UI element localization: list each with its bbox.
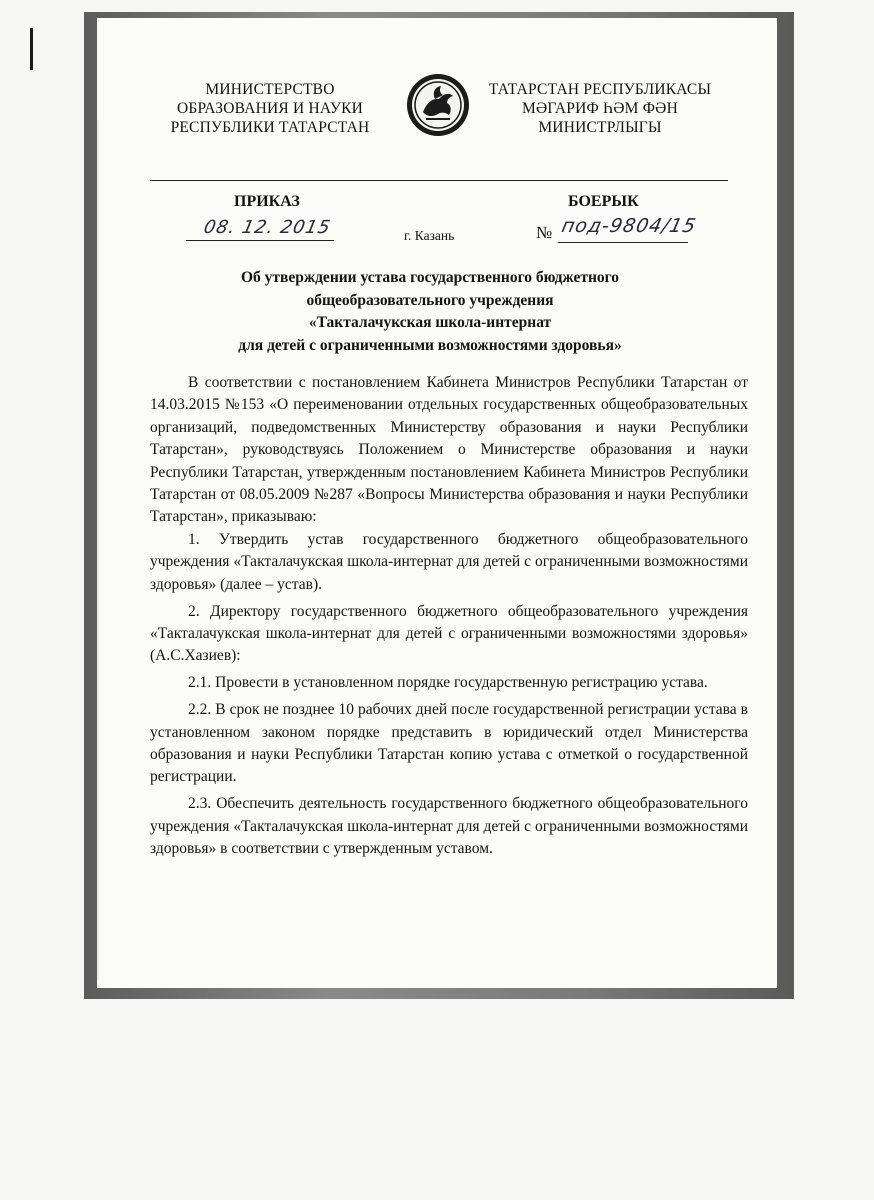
ministry-tt-line-3: МИНИСТРЛЫГЫ	[538, 119, 662, 136]
order-number: под-9804/15	[559, 215, 699, 237]
title-line-3: «Такталачукская школа-интернат	[308, 314, 552, 331]
scan-edge-mark	[30, 28, 33, 70]
ministry-ru-line-1: МИНИСТЕРСТВО	[205, 81, 335, 98]
page-fold	[97, 120, 99, 980]
tatarstan-emblem-icon	[405, 72, 471, 138]
ministry-tt-line-2: МӘГАРИФ ҺӘМ ФӘН	[522, 100, 678, 117]
preamble-paragraph: В соответствии с постановлением Кабинета Министров Республики Татарстан от 14.03.2015 №153 «О переименовании отдельных государственных общеобразовательных организаций, подведомственных Министерству образования и науки Республики Татарстан», руководствуясь Положением о Министерстве образования и науки Республики Татарстан, утвержденным постановлением Кабинета Министров Республики Татарстан от 08.05.2009 №287 «Вопросы Министерства образования и науки Республики Татарстан», приказываю:	[150, 374, 748, 526]
order-body	[150, 372, 748, 865]
ministry-name-ru	[150, 80, 390, 137]
order-label-tt: БОЕРЫК	[568, 193, 639, 210]
title-line-4: для детей с ограниченными возможностями здоровья»	[238, 336, 622, 354]
order-city: г. Казань	[404, 228, 455, 243]
clause-1: 1. Утвердить устав государственного бюджетного общеобразовательного учреждения «Такталачукская школа-интернат для детей с ограниченными возможностями здоровья» (далее – устав).	[150, 530, 748, 593]
title-line-1: Об утверждении устава государственного бюджетного	[240, 269, 620, 286]
ministry-ru-line-3: РЕСПУБЛИКИ ТАТАРСТАН	[170, 119, 370, 136]
title-line-2: общеобразовательного учреждения	[306, 291, 554, 309]
order-label-ru: ПРИКАЗ	[234, 193, 300, 210]
order-date: 08. 12. 2015	[201, 217, 333, 238]
order-title	[150, 267, 710, 357]
clause-2-3: 2.3. Обеспечить деятельность государственного бюджетного общеобразовательного учреждения «Такталачукская школа-интернат для детей с ограниченными возможностями здоровья» в соответствии с утвержденным уставом.	[150, 795, 748, 858]
ministry-tt-line-1: ТАТАРСТАН РЕСПУБЛИКАСЫ	[488, 81, 712, 98]
header-divider	[150, 180, 728, 181]
number-sign: №	[536, 223, 553, 242]
date-underline	[186, 240, 334, 241]
clause-2-2: 2.2. В срок не позднее 10 рабочих дней после государственной регистрации устава в установленном законом порядке представить в юридический отдел Министерства образования и науки Республики Татарстан копию устава с отметкой о государственной регистрации.	[150, 701, 748, 786]
ministry-ru-line-2: ОБРАЗОВАНИЯ И НАУКИ	[176, 100, 364, 117]
clause-2-1: 2.1. Провести в установленном порядке государственную регистрацию устава.	[188, 674, 708, 692]
ministry-name-tt	[470, 80, 730, 137]
number-underline	[558, 242, 688, 243]
clause-2: 2. Директору государственного бюджетного общеобразовательного учреждения «Такталачукская школа-интернат для детей с ограниченными возможностями здоровья» (А.С.Хазиев):	[150, 602, 748, 665]
